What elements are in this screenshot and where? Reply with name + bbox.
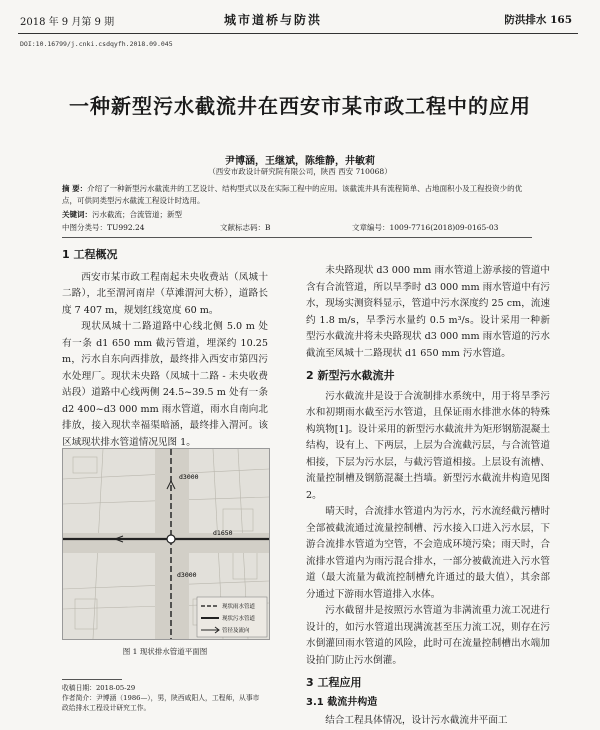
doi: DOI:10.16799/j.cnki.csdqyfh.2018.09.045 xyxy=(20,40,173,48)
pipe-label: d3000 xyxy=(177,571,197,579)
section-2-heading: 2 新型污水截流井 xyxy=(306,369,395,382)
paragraph: 未央路现状 d3 000 mm 雨水管道上游承接的管道中含有合流管道，所以旱季时 d3 000 mm 雨水管道中有污水，现场实测资料显示，管道中污水深度约 25 cm，流速约 1.8 m/s，旱季污水量约 0.5 m³/s。设计采用一种新型污水截流井将未央路现状 d3 000 mm 雨水管道的污水截流至凤城十二路现状 d1 650 mm 污水管道。 xyxy=(306,265,550,359)
pipe-label: d1650 xyxy=(213,529,233,537)
paragraph: 污水截流井是设于合流制排水系统中，用于将旱季污水和初期雨水截至污水管道，且保证雨水排泄水体的特殊构筑物[1]。设计采用的新型污水截流井为矩形钢筋混凝土结构，设有上、下两层，上层为合流截污层，与合流管道相接，下层为污水层，与截污管道相接。上层设有流槽、流量控制槽及钢筋混凝土挡墙。新型污水截流井构造见图 2。 xyxy=(306,390,550,501)
keywords xyxy=(62,209,182,220)
running-header xyxy=(0,0,600,38)
header-rule xyxy=(18,33,578,34)
abstract-label: 摘 要： xyxy=(62,184,88,193)
authors: 尹博涵，王继斌，陈维静，井敏莉 xyxy=(225,156,375,167)
section-page: 防洪排水 165 xyxy=(504,14,572,26)
paper-title: 一种新型污水截流井在西安市某市政工程中的应用 xyxy=(69,94,531,118)
figure-1-map xyxy=(62,448,270,640)
paragraph: 现状凤城十二路道路中心线北侧 5.0 m 处有一条 d1 650 mm 截污管道，埋深约 10.25 m，污水自东向西排放，最终排入西安市第四污水处理厂。现状未央路（凤城十二路 - 未央收费站段）道路中心线两侧 24.5~39.5 m 处有一条 d2 400~d3 000 mm 雨水管道，雨水自南向北排放，接入现状幸福渠暗涵，最终排入渭河。该区域现状排水管道情况见图 1。 xyxy=(62,321,268,448)
pipe-plan-drawing xyxy=(63,449,269,639)
keywords-text: 污水截流；合流管道；新型 xyxy=(92,210,182,219)
doc-code: 文献标志码：B xyxy=(220,223,271,232)
legend-flow: 管径及流向 xyxy=(222,628,250,634)
journal-name: 城市道桥与防洪 xyxy=(224,13,323,27)
footnote-rule xyxy=(62,679,122,680)
paragraph: 晴天时，合流排水管道内为污水，污水流经截污槽时全部被截流通过流量控制槽、污水接入口进入污水层，下游合流排水管道为空管，不会造成环境污染；雨天时，合流排水管道内为雨污混合排水，一部分被截流进入污水管道（最大流量为截流控制槽允许通过的最大值），其余部分通过下游雨水管道排入水体。 xyxy=(306,506,550,600)
section-3-heading: 3 工程应用 xyxy=(306,676,362,689)
keywords-label: 关键词： xyxy=(62,210,92,219)
issue-date: 2018 年 9 月第 9 期 xyxy=(20,17,115,28)
paragraph: 结合工程具体情况，设计污水截流井平面工 xyxy=(325,715,508,726)
abstract-text: 介绍了一种新型污水截流井的工艺设计、结构型式以及在实际工程中的应用。该截流井具有流程简单、占地面积小及工程投资少的优点，可供同类型污水截流工程设计时选用。 xyxy=(62,184,523,205)
figure-1-caption: 图 1 现状排水管道平面图 xyxy=(122,647,208,656)
clc-number: 中图分类号：TU992.24 xyxy=(62,223,145,232)
affiliation: （西安市政设计研究院有限公司，陕西 西安 710068） xyxy=(208,167,392,176)
article-number: 文章编号：1009-7716(2018)09-0165-03 xyxy=(352,223,499,232)
divider xyxy=(62,237,532,238)
paragraph: 西安市某市政工程南起未央收费站（凤城十二路），北至渭河南岸（草滩渭河大桥），道路长度 7 407 m，规划红线宽度 60 m。 xyxy=(62,271,268,316)
author-intro: 作者简介：尹博涵（1986—），男，陕西咸阳人，工程师，从事市政给排水工程设计研究工作。 xyxy=(62,694,260,712)
left-column xyxy=(62,247,268,451)
legend-sewage: 现状污水管道 xyxy=(222,616,256,622)
pipe-label: d3000 xyxy=(179,473,199,481)
paragraph: 污水截留井是按照污水管道为非满流重力流工况进行设计的，如污水管道出现满流甚至压力流工况，则存在污水倒灌回雨水管道的风险，此时可在流量控制槽出水端加设拍门防止污水倒灌。 xyxy=(306,605,550,666)
footnote xyxy=(62,683,262,713)
right-column xyxy=(306,263,550,730)
received-date: 收稿日期：2018-05-29 xyxy=(62,684,136,692)
section-1-heading: 1 工程概况 xyxy=(62,248,118,261)
legend-rain: 现状雨水管道 xyxy=(222,604,256,610)
junction-well-icon xyxy=(167,535,175,543)
abstract xyxy=(62,183,532,207)
section-3-1-heading: 3.1 截流井构造 xyxy=(306,696,378,708)
